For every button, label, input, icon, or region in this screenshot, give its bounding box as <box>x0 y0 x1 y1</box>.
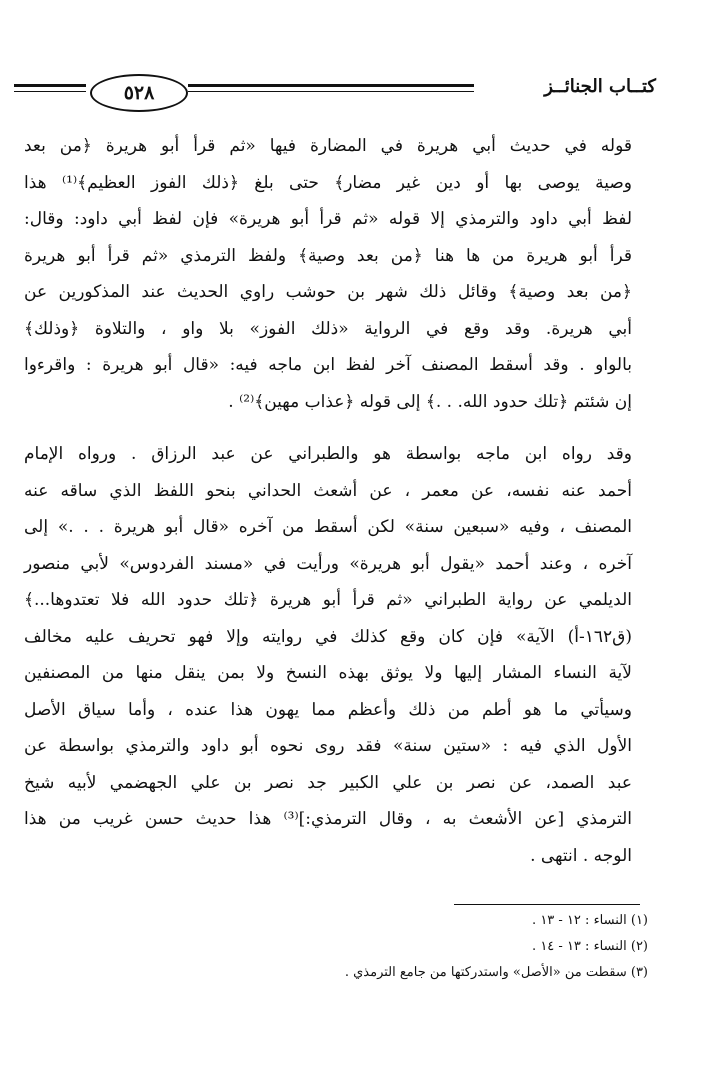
text-line: وسيأتي ما هو أطم من ذلك وأعظم مما يهون هذا عنده ، وأما سياق الأصل <box>24 699 632 720</box>
text-line: أبي هريرة. وقد وقع في الرواية «ذلك الفوز» بلا واو ، والتلاوة ﴿وذلك﴾ <box>24 318 632 339</box>
header-rule <box>14 91 86 92</box>
text-line: الديلمي عن رواية الطبراني «ثم قرأ أبو هريرة ﴿تلك حدود الله فلا تعتدوها...﴾ <box>24 590 632 610</box>
text-line: الوجه . انتهى . <box>530 845 632 866</box>
text-line: المصنف ، وفيه «سبعين سنة» لكن أسقط من آخره «قال أبو هريرة . . .» إلى <box>24 517 632 537</box>
text-line: قوله في حديث أبي هريرة في المضارة فيها «ثم قرأ أبو هريرة ﴿من بعد <box>24 136 632 156</box>
text-line: آخره ، وعند أحمد «يقول أبو هريرة» ورأيت في «مسند الفردوس» لأبي منصور <box>24 553 632 574</box>
footnote-separator <box>454 904 640 905</box>
text-line: الترمذي [عن الأشعث به ، وقال الترمذي:]⁽³⁾ هذا حديث حسن غريب من هذا <box>24 809 632 829</box>
page-number: ٥٢٨ <box>90 74 188 112</box>
text-line: إن شئتم ﴿تلك حدود الله. . .﴾ إلى قوله ﴿عذاب مهين﴾⁽²⁾ . <box>228 391 632 412</box>
header-rule <box>188 84 474 87</box>
text-line: الأول الذي فيه : «ستين سنة» فقد روى نحوه أبو داود والترمذي بواسطة عن <box>24 736 632 756</box>
text-line: بالواو . وقد أسقط المصنف آخر لفظ ابن ماجه فيه: «قال أبو هريرة : واقرءوا <box>24 355 632 375</box>
page-header <box>14 72 656 114</box>
chapter-title: كتــاب الجنائــز <box>544 76 656 97</box>
footnote: (٢) النساء : ١٣ - ١٤ . <box>532 939 648 954</box>
header-rule <box>188 91 474 92</box>
text-line: لفظ أبي داود والترمذي إلا قوله «ثم قرأ أبو هريرة» فإن لفظ أبي داود: وقال: <box>24 209 632 229</box>
footnotes <box>24 908 648 986</box>
text-line: وصية يوصى بها أو دين غير مضار﴾ حتى بلغ ﴿ذلك الفوز العظيم﴾⁽¹⁾ هذا <box>24 172 632 193</box>
text-line: (ق١٦٢-أ) الآية» فإن كان وقع كذلك في روايته وإلا فهو تحريف عليه مخالف <box>24 626 632 647</box>
text-line: عبد الصمد، عن نصر بن علي الكبير جد نصر بن علي الجهضمي لأبيه شيخ <box>24 772 632 793</box>
text-line: لآية النساء المشار إليها ولا يوثق بهذه النسخ ولا بمن ينقل منها من المصنفين <box>24 663 632 683</box>
header-rule <box>14 84 86 87</box>
text-line: قرأ أبو هريرة من ها هنا ﴿من بعد وصية﴾ ولفظ الترمذي «ثم قرأ أبو هريرة <box>24 245 632 266</box>
text-line: وقد رواه ابن ماجه بواسطة هو والطبراني عن عبد الرزاق . ورواه الإمام <box>24 444 632 464</box>
paragraph-gap <box>24 420 632 436</box>
text-line: أحمد عنه نفسه، عن معمر ، عن أشعث الحداني بنحو اللفظ الذي ساقه عنه <box>24 480 632 501</box>
main-text <box>24 128 632 874</box>
footnote: (٣) سقطت من «الأصل» واستدركتها من جامع الترمذي . <box>344 965 648 980</box>
text-line: ﴿من بعد وصية﴾ وقائل ذلك شهر بن حوشب راوي الحديث عند المذكورين عن <box>24 282 632 302</box>
footnote: (١) النساء : ١٢ - ١٣ . <box>532 913 648 928</box>
